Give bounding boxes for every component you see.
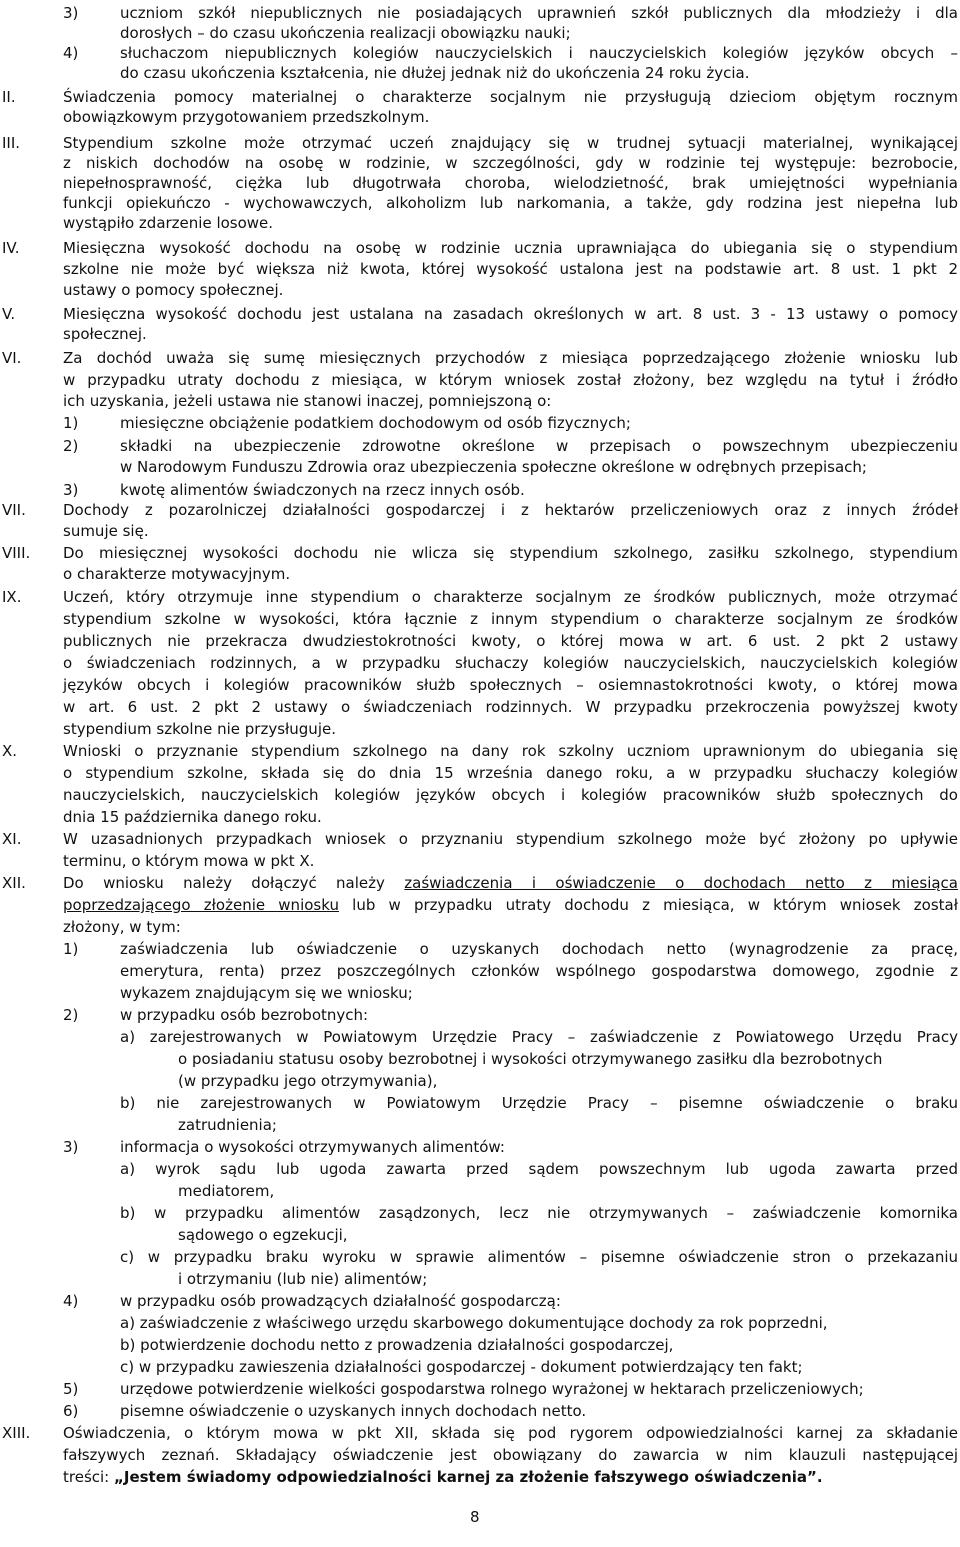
text-line: b) nie zarejestrowanych w Powiatowym Urzędzie Pracy – pisemne oświadczenie o braku — [120, 1094, 958, 1112]
text-line: zatrudnienia; — [178, 1116, 277, 1134]
text-line: Świadczenia pomocy materialnej o charakterze socjalnym nie przysługują dzieciom objętym rocznym — [63, 88, 958, 106]
text-line: szkolne nie może być większa niż kwota, której wysokość ustalona jest na podstawie art. 8 ust. 1 pkt 2 — [63, 260, 958, 278]
text-line: Dochody z pozarolniczej działalności gospodarczej i z hektarów przeliczeniowych oraz z innych źródeł — [63, 501, 958, 519]
section-number: XI. — [2, 830, 22, 848]
text-line: terminu, o którym mowa w pkt X. — [63, 852, 315, 870]
text-line: złożony, w tym: — [63, 918, 181, 936]
text-line: funkcji opiekuńczo - wychowawczych, alkoholizm lub narkomania, a także, gdy rodzina jest niepełna lub — [63, 194, 958, 212]
text-line: ustawy o pomocy społecznej. — [63, 281, 284, 299]
text-line: a) zaświadczenie z właściwego urzędu skarbowego dokumentujące dochody za rok poprzedni, — [120, 1314, 828, 1332]
text-line: pisemne oświadczenie o uzyskanych innych dochodach netto. — [120, 1402, 587, 1420]
text-line: c) w przypadku braku wyroku w sprawie alimentów – pisemne oświadczenie stron o przekazaniu — [120, 1248, 958, 1266]
text-line: kwotę alimentów świadczonych na rzecz innych osób. — [120, 481, 525, 499]
text-line: urzędowe potwierdzenie wielkości gospodarstwa rolnego wyrażonej w hektarach przeliczeniowych; — [120, 1380, 864, 1398]
text-line: ich uzyskania, jeżeli ustawa nie stanowi inaczej, pomniejszoną o: — [63, 392, 552, 410]
list-item-number: 3) — [63, 4, 79, 22]
text-segment: lub w przypadku utraty dochodu z miesiąca, w którym wniosek został — [338, 896, 958, 914]
text-line: do czasu ukończenia kształcenia, nie dłużej jednak niż do ukończenia 24 roku życia. — [120, 64, 750, 82]
text-line: c) w przypadku zawieszenia działalności gospodarczej - dokument potwierdzający ten fakt; — [120, 1358, 803, 1376]
text-segment: Do wniosku należy dołączyć należy — [63, 874, 405, 892]
text-line: a) zarejestrowanych w Powiatowym Urzędzie Pracy – zaświadczenie z Powiatowego Urzędu Pracy — [120, 1028, 958, 1046]
text-line — [63, 895, 958, 915]
text-line: w art. 6 ust. 2 pkt 2 ustawy o świadczeniach rodzinnych. W przypadku przekroczenia powyższej kwoty — [63, 698, 958, 716]
list-item-number: 5) — [63, 1380, 79, 1398]
text-line: nauczycielskich, nauczycielskich kolegiów języków obcych i kolegiów pracowników służb społecznych do — [63, 786, 958, 804]
text-line: i otrzymaniu (lub nie) alimentów; — [178, 1270, 428, 1288]
text-line: wykazem znajdującym się we wniosku; — [120, 984, 413, 1002]
text-line: uczniom szkół niepublicznych nie posiadających uprawnień szkół publicznych dla młodzieży i dla — [120, 4, 958, 22]
text-line: z niskich dochodów na osobę w rodzinie, w szczególności, gdy w rodzinie tej występuje: bezrobocie, — [63, 154, 958, 172]
text-line: dnia 15 października danego roku. — [63, 808, 322, 826]
list-item-number: 2) — [63, 437, 79, 455]
text-line: sądowego o egzekucji, — [178, 1226, 348, 1244]
text-line — [63, 873, 958, 893]
text-line: o świadczeniach rodzinnych, a w przypadku słuchaczy kolegiów nauczycielskich, nauczycielskich kolegiów — [63, 654, 958, 672]
list-item-number: 4) — [63, 1292, 79, 1310]
section-number: XII. — [2, 874, 26, 892]
section-number: II. — [2, 88, 16, 106]
text-line: o posiadaniu statusu osoby bezrobotnej i wysokości otrzymywanego zasiłku dla bezrobotnych — [178, 1050, 883, 1068]
section-number: IX. — [2, 588, 22, 606]
section-number: IV. — [2, 239, 20, 257]
text-line: informacja o wysokości otrzymywanych alimentów: — [120, 1138, 505, 1156]
text-line: zaświadczenia lub oświadczenie o uzyskanych dochodach netto (wynagrodzenie za pracę, — [120, 940, 958, 958]
text-line — [63, 1467, 823, 1487]
text-line: w przypadku osób bezrobotnych: — [120, 1006, 369, 1024]
text-line: W uzasadnionych przypadkach wniosek o przyznaniu stypendium szkolnego może być złożony po upływie — [63, 830, 958, 848]
section-number: XIII. — [2, 1424, 31, 1442]
text-line: w przypadku utraty dochodu z miesiąca, w którym wniosek został złożony, bez względu na tytuł i źródło — [63, 371, 958, 389]
text-line: a) wyrok sądu lub ugoda zawarta przed sądem powszechnym lub ugoda zawarta przed — [120, 1160, 958, 1178]
text-line: w przypadku osób prowadzących działalność gospodarczą: — [120, 1292, 561, 1310]
text-line: słuchaczom niepublicznych kolegiów nauczycielskich i nauczycielskich kolegiów języków obcych – — [120, 44, 958, 62]
text-line: Za dochód uważa się sumę miesięcznych przychodów z miesiąca poprzedzającego złożenie wniosku lub — [63, 349, 958, 367]
text-line: dorosłych – do czasu ukończenia realizacji obowiązku nauki; — [120, 24, 571, 42]
text-line: o charakterze motywacyjnym. — [63, 565, 291, 583]
text-line: Miesięczna wysokość dochodu jest ustalana na zasadach określonych w art. 8 ust. 3 - 13 ustawy o pomocy — [63, 305, 958, 323]
text-line: języków obcych i kolegiów pracowników służb społecznych – osiemnastokrotności kwoty, o której mowa — [63, 676, 958, 694]
section-number: VIII. — [2, 544, 31, 562]
section-number: X. — [2, 742, 18, 760]
section-number: III. — [2, 134, 21, 152]
list-item-number: 3) — [63, 1138, 79, 1156]
list-item-number: 2) — [63, 1006, 79, 1024]
text-line: sumuje się. — [63, 522, 149, 540]
text-line: Do miesięcznej wysokości dochodu nie wlicza się stypendium szkolnego, zasiłku szkolnego, stypendium — [63, 544, 958, 562]
text-line: emerytura, renta) przez poszczególnych członków wspólnego gospodarstwa domowego, zgodnie z — [120, 962, 958, 980]
page-number: 8 — [470, 1508, 480, 1526]
section-number: VI. — [2, 349, 22, 367]
text-line: mediatorem, — [178, 1182, 275, 1200]
underlined-text: poprzedzającego złożenie wniosku — [63, 896, 339, 914]
underlined-text: zaświadczenia i oświadczenie o dochodach netto z miesiąca — [404, 874, 958, 892]
list-item-number: 3) — [63, 481, 79, 499]
list-item-number: 6) — [63, 1402, 79, 1420]
list-item-number: 1) — [63, 414, 79, 432]
text-line: Stypendium szkolne może otrzymać uczeń znajdujący się w trudnej sytuacji materialnej, wynikającej — [63, 134, 958, 152]
text-line: stypendium szkolne nie przysługuje. — [63, 720, 336, 738]
text-line: fałszywych zeznań. Składający oświadczenie jest obowiązany do zawarcia w nim klauzuli następującej — [63, 1446, 958, 1464]
list-item-number: 1) — [63, 940, 79, 958]
section-number: V. — [2, 305, 16, 323]
text-line: Uczeń, który otrzymuje inne stypendium o charakterze socjalnym ze środków publicznych, może otrzymać — [63, 588, 958, 606]
text-line: b) potwierdzenie dochodu netto z prowadzenia działalności gospodarczej, — [120, 1336, 674, 1354]
section-number: VII. — [2, 501, 26, 519]
text-line: o stypendium szkolne, składa się do dnia 15 września danego roku, a w przypadku słuchaczy kolegiów — [63, 764, 958, 782]
text-line: Miesięczna wysokość dochodu na osobę w rodzinie ucznia uprawniająca do ubiegania się o stypendium — [63, 239, 958, 257]
text-line: miesięczne obciążenie podatkiem dochodowym od osób fizycznych; — [120, 414, 631, 432]
text-line: wystąpiło zdarzenie losowe. — [63, 214, 274, 232]
text-line: niepełnosprawność, ciężka lub długotrwała choroba, wielodzietność, brak umiejętności wypełniania — [63, 174, 958, 192]
list-item-number: 4) — [63, 44, 79, 62]
text-line: publicznych nie przekracza dwudziestokrotności kwoty, o której mowa w art. 6 ust. 2 pkt 2 ustawy — [63, 632, 958, 650]
text-line: b) w przypadku alimentów zasądzonych, lecz nie otrzymywanych – zaświadczenie komornika — [120, 1204, 958, 1222]
text-line: (w przypadku jego otrzymywania), — [178, 1072, 438, 1090]
text-line: obowiązkowym przygotowaniem przedszkolnym. — [63, 108, 430, 126]
text-line: w Narodowym Funduszu Zdrowia oraz ubezpieczenia społeczne określone w odrębnych przepisach; — [120, 458, 867, 476]
text-line: społecznej. — [63, 325, 147, 343]
text-line: Oświadczenia, o którym mowa w pkt XII, składa się pod rygorem odpowiedzialności karnej za składanie — [63, 1424, 958, 1442]
text-line: składki na ubezpieczenie zdrowotne określone w przepisach o powszechnym ubezpieczeniu — [120, 437, 958, 455]
bold-quote: „Jestem świadomy odpowiedzialności karnej za złożenie fałszywego oświadczenia”. — [114, 1468, 823, 1486]
text-segment: treści: — [63, 1468, 114, 1486]
text-line: stypendium szkolne w wysokości, która łącznie z innym stypendium o charakterze socjalnym ze środków — [63, 610, 958, 628]
text-line: Wnioski o przyznanie stypendium szkolnego na dany rok szkolny uczniom uprawnionym do ubiegania się — [63, 742, 958, 760]
